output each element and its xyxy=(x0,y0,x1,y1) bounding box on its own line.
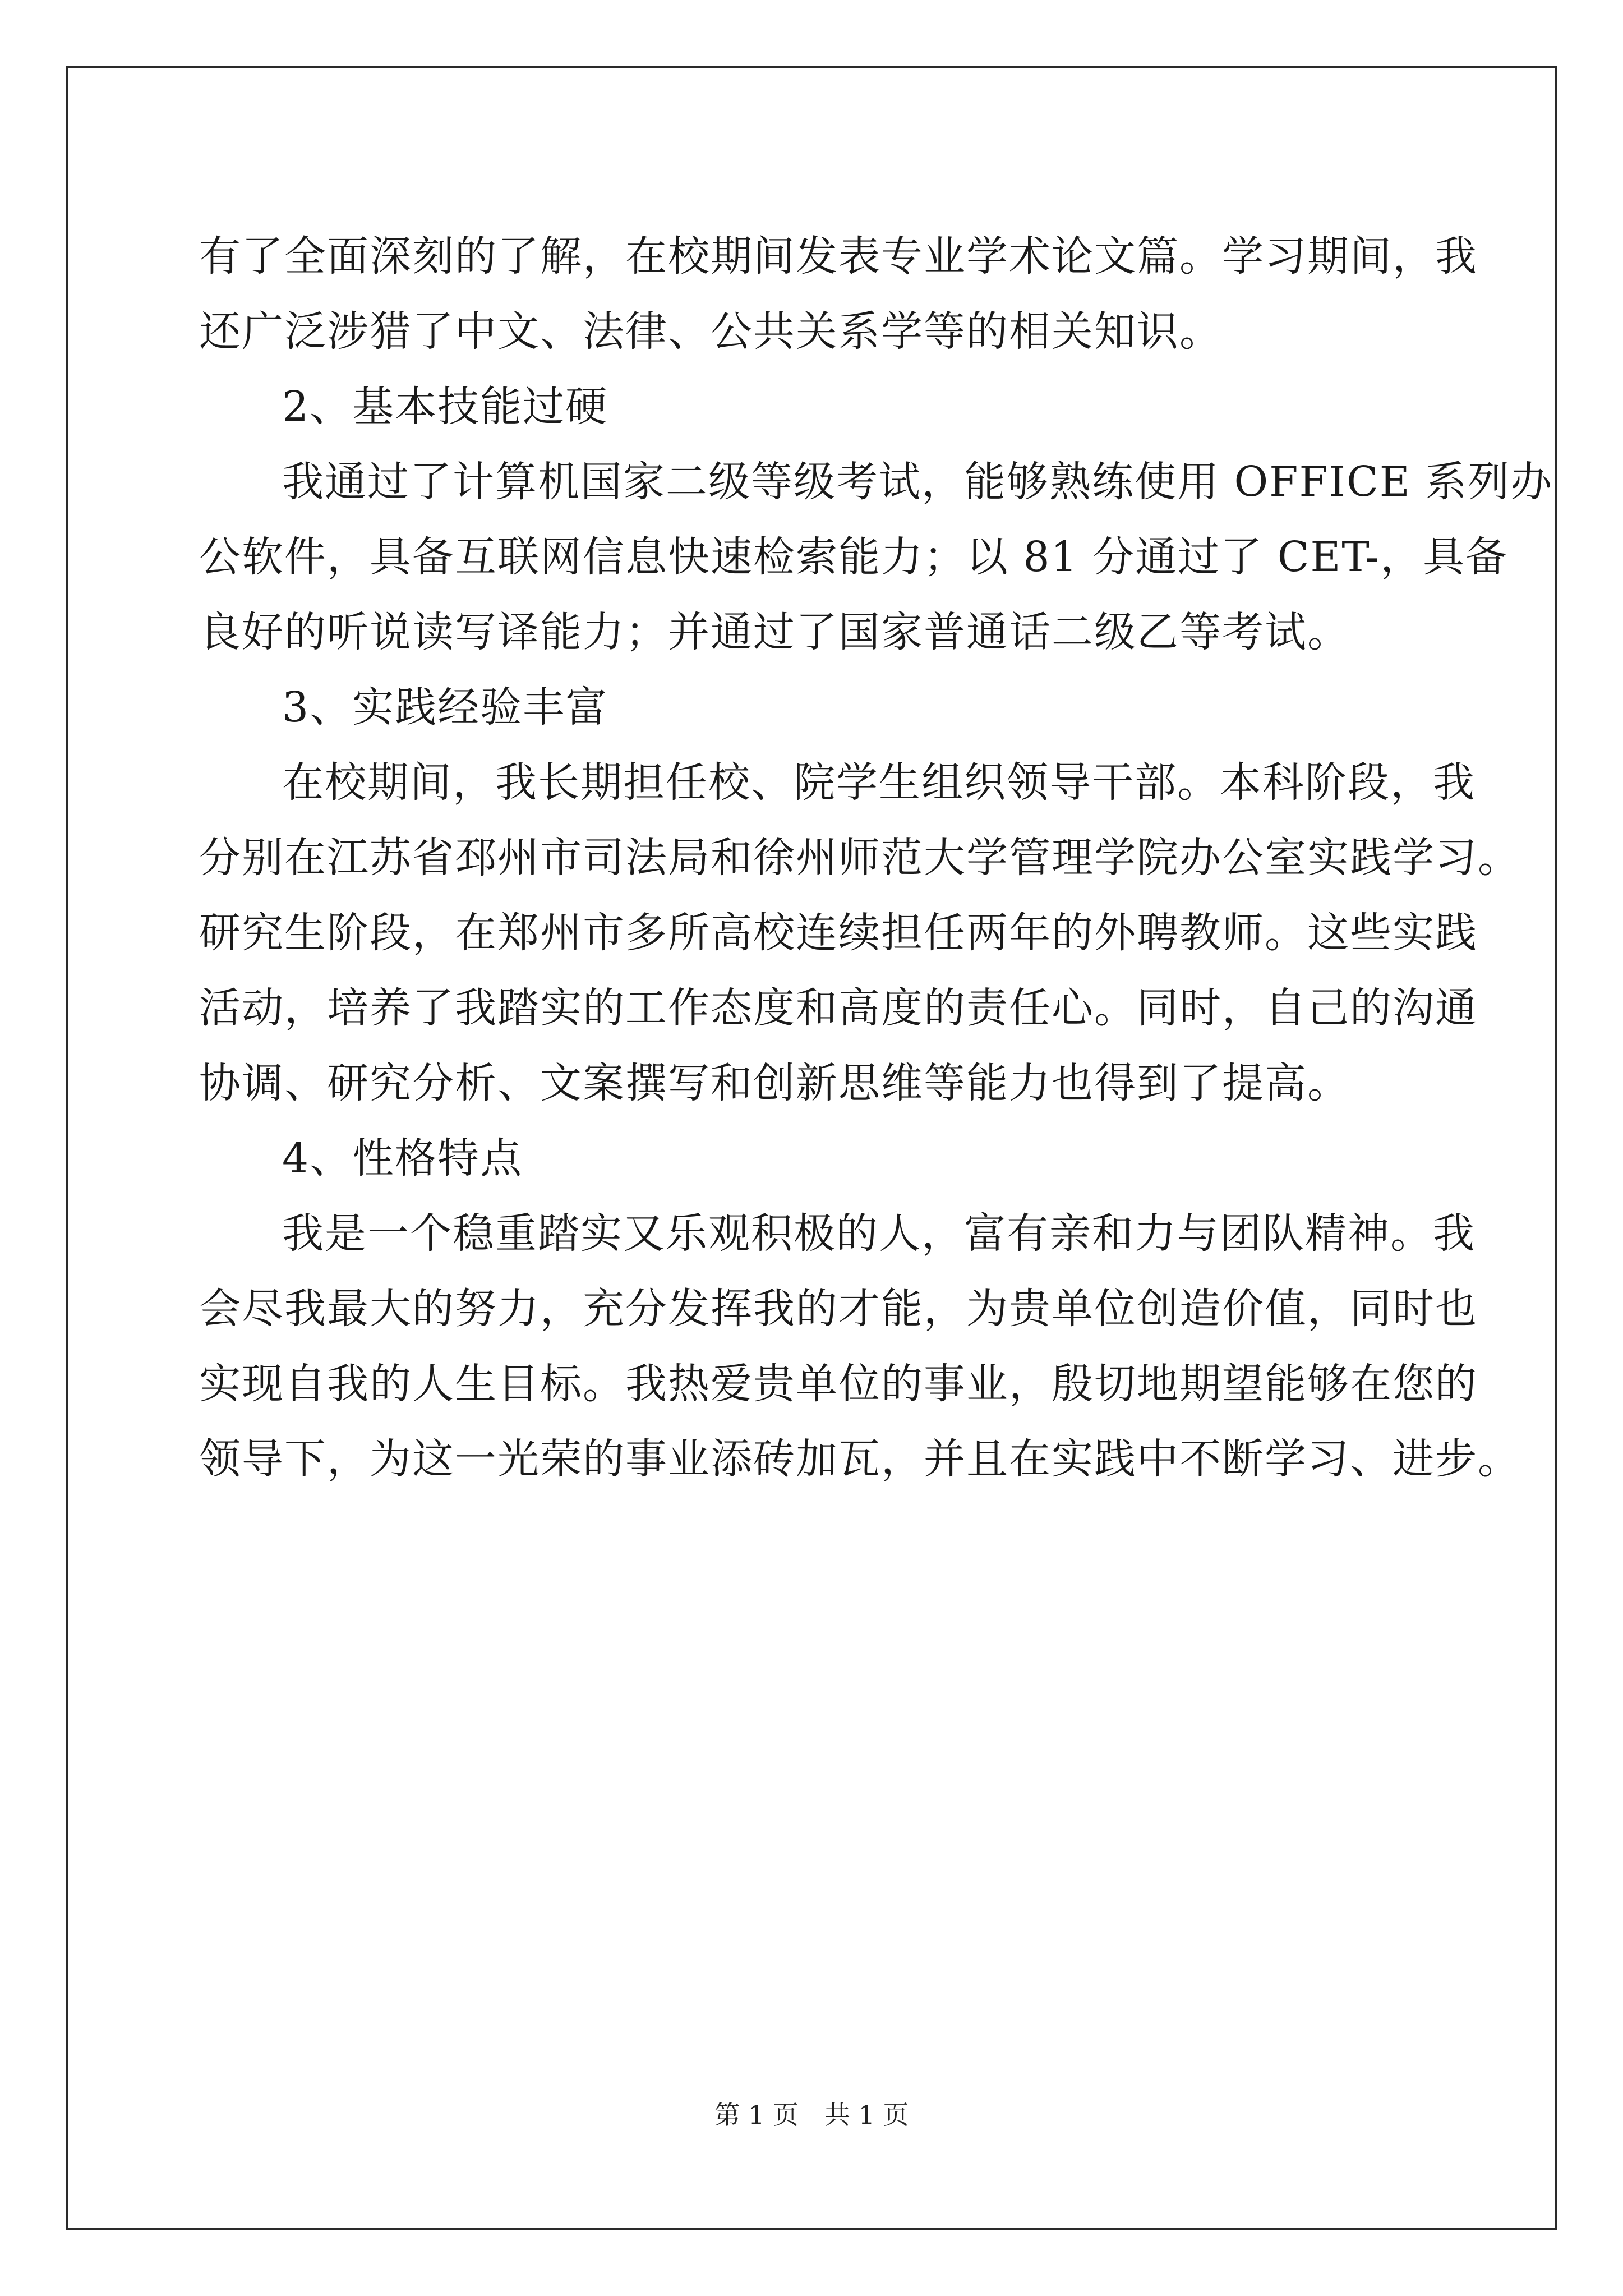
section-heading: 2、基本技能过硬 xyxy=(282,383,608,431)
text-line: 在校期间，我长期担任校、院学生组织领导干部。本科阶段，我 xyxy=(282,758,1476,807)
text-line: 分别在江苏省邳州市司法局和徐州师范大学管理学院办公室实践学习。 xyxy=(199,834,1520,882)
text-line: 公软件，具备互联网信息快速检索能力；以 81 分通过了 CET-，具备 xyxy=(199,533,1509,581)
paragraph-personality xyxy=(199,1196,1520,1497)
text-line: 我是一个稳重踏实又乐观积极的人，富有亲和力与团队精神。我 xyxy=(282,1209,1476,1258)
paragraph-skills xyxy=(199,444,1553,670)
paragraph-education-continued xyxy=(199,219,1478,369)
section-heading: 4、性格特点 xyxy=(282,1134,523,1182)
text-line: 活动，培养了我踏实的工作态度和高度的责任心。同时，自己的沟通 xyxy=(199,984,1478,1032)
section-heading-personality xyxy=(199,1121,1438,1196)
page-number-current: 第 1 页 xyxy=(714,2100,799,2130)
text-line: 还广泛涉猎了中文、法律、公共关系学等的相关知识。 xyxy=(199,307,1222,356)
text-line: 会尽我最大的努力，充分发挥我的才能，为贵单位创造价值，同时也 xyxy=(199,1285,1478,1333)
section-heading-skills xyxy=(199,369,1438,444)
text-line: 领导下，为这一光荣的事业添砖加瓦，并且在实践中不断学习、进步。 xyxy=(199,1435,1520,1483)
page-footer xyxy=(0,2098,1623,2132)
text-line: 良好的听说读写译能力；并通过了国家普通话二级乙等考试。 xyxy=(199,608,1350,656)
text-line: 协调、研究分析、文案撰写和创新思维等能力也得到了提高。 xyxy=(199,1059,1350,1107)
document-body xyxy=(199,219,1553,1497)
section-heading: 3、实践经验丰富 xyxy=(282,683,608,731)
text-line: 研究生阶段，在郑州市多所高校连续担任两年的外聘教师。这些实践 xyxy=(199,909,1478,957)
page-number-total: 共 1 页 xyxy=(824,2100,909,2130)
text-line: 我通过了计算机国家二级等级考试，能够熟练使用 OFFICE 系列办 xyxy=(282,458,1553,506)
text-line: 实现自我的人生目标。我热爱贵单位的事业，殷切地期望能够在您的 xyxy=(199,1360,1478,1408)
text-line: 有了全面深刻的了解，在校期间发表专业学术论文篇。学习期间，我 xyxy=(199,232,1478,280)
paragraph-experience xyxy=(199,745,1520,1121)
section-heading-experience xyxy=(199,670,1438,745)
